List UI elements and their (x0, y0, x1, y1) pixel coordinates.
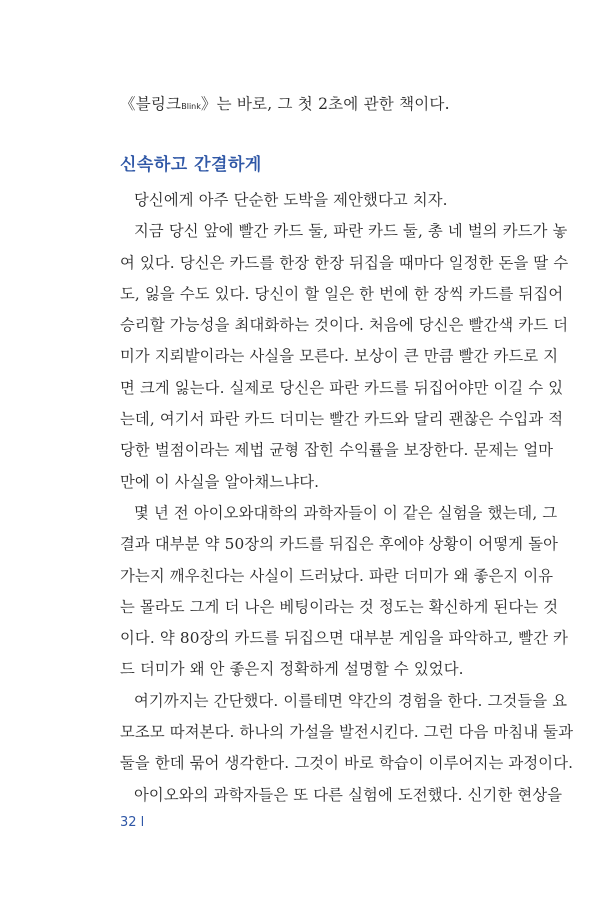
body-line: 만에 이 사실을 알아채느냐다. (120, 472, 320, 491)
body-line: 미가 지뢰밭이라는 사실을 모른다. 보상이 큰 만큼 빨간 카드로 지 (120, 347, 559, 366)
body-line: 면 크게 잃는다. 실제로 당신은 파란 카드를 뒤집어야만 이길 수 있 (120, 378, 564, 397)
intro-blink-subscript: Blink (181, 102, 201, 111)
body-line: 도, 잃을 수도 있다. 당신이 할 일은 한 번에 한 장씩 카드를 뒤집어 (120, 284, 564, 303)
body-line: 드 더미가 왜 안 좋은지 정확하게 설명할 수 있었다. (120, 660, 464, 679)
intro-before: 《블링크 (120, 95, 182, 113)
body-line: 둘을 한데 묶어 생각한다. 그것이 바로 학습이 이루어지는 과정이다. (120, 754, 574, 773)
body-line: 당한 벌점이라는 제법 균형 잡힌 수익률을 보장한다. 문제는 얼마 (120, 441, 554, 460)
body-line: 여 있다. 당신은 카드를 한장 한장 뒤집을 때마다 일정한 돈을 딸 수 (120, 253, 569, 272)
body-text (120, 185, 574, 811)
body-line: 이다. 약 80장의 카드를 뒤집으면 대부분 게임을 파악하고, 빨간 카 (120, 629, 569, 648)
body-line: 는 몰라도 그게 더 나은 베팅이라는 것 정도는 확신하게 된다는 것 (120, 597, 559, 616)
body-line: 는데, 여기서 파란 카드 더미는 빨간 카드와 달리 괜찮은 수입과 적 (120, 410, 564, 429)
body-line: 아이오와의 과학자들은 또 다른 실험에 도전했다. 신기한 현상을 (134, 785, 563, 804)
page-number: 32 l (120, 815, 145, 830)
body-line: 여기까지는 간단했다. 이를테면 약간의 경험을 한다. 그것들을 요 (134, 691, 568, 710)
body-line: 모조모 따져본다. 하나의 가설을 발전시킨다. 그런 다음 마침내 둘과 (120, 723, 574, 742)
body-line: 지금 당신 앞에 빨간 카드 둘, 파란 카드 둘, 총 네 벌의 카드가 놓 (134, 222, 568, 241)
body-line: 당신에게 아주 단순한 도박을 제안했다고 치자. (134, 191, 448, 209)
section-heading: 신속하고 간결하게 (120, 155, 262, 175)
body-line: 가는지 깨우친다는 사실이 드러났다. 파란 더미가 왜 좋은지 이유 (120, 566, 554, 585)
body-line: 몇 년 전 아이오와대학의 과학자들이 이 같은 실험을 했는데, 그 (134, 503, 558, 522)
body-line: 승리할 가능성을 최대화하는 것이다. 처음에 당신은 빨간색 카드 더 (120, 316, 569, 335)
intro-sentence (120, 92, 450, 114)
intro-after: 》는 바로, 그 첫 2초에 관한 책이다. (200, 95, 450, 113)
body-line: 결과 대부분 약 50장의 카드를 뒤집은 후에야 상황이 어떻게 돌아 (120, 535, 559, 554)
